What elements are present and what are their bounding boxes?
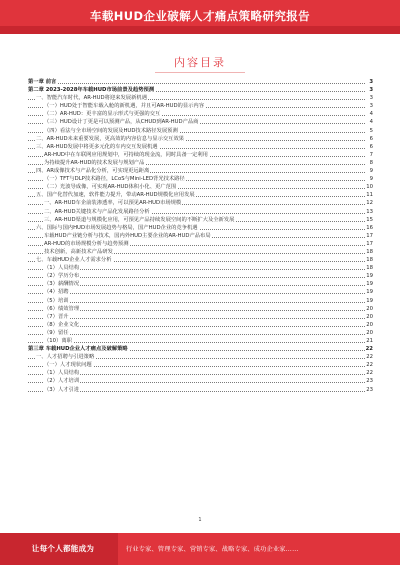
toc-entry-title: 二、AR-HUD关键技术与产品化发展路径分析 [44, 208, 150, 215]
toc-entry-title: 第三章 车载HUD企业人才痛点及破解策略 [28, 346, 128, 353]
toc-entry-title: （4）招聘 [44, 289, 69, 296]
toc-entry-page: 19 [366, 289, 373, 296]
toc-entry-page: 20 [366, 313, 373, 320]
page-number: 1 [198, 517, 202, 523]
toc-entry-page: 23 [366, 378, 373, 385]
toc-entry-page: 5 [369, 127, 373, 134]
toc-entry-page: 7 [369, 151, 373, 158]
toc-entry-page: 10 [366, 184, 373, 191]
toc-entry-page: 21 [366, 338, 373, 344]
toc-entry-page: 22 [366, 354, 373, 361]
toc-entry-page: 8 [369, 159, 373, 166]
toc-entry-title: 七、车载HUD企业人才需求分析 [36, 257, 112, 264]
toc-entry-page: 4 [369, 119, 373, 126]
toc-leader-dots [28, 293, 365, 294]
toc-entry-page: 16 [366, 224, 373, 231]
report-title: 车载HUD企业破解人才痛点策略研究报告 [89, 9, 311, 23]
toc-entry[interactable] [28, 118, 373, 126]
toc-entry-title: （1）人员结构 [44, 370, 80, 377]
toc-entry[interactable] [28, 216, 373, 224]
toc-entry[interactable] [28, 264, 373, 272]
toc-entry[interactable] [28, 386, 373, 394]
toc-entry-page: 15 [366, 216, 373, 223]
toc-heading-divider [155, 72, 245, 73]
toc-entry-page: 6 [369, 135, 373, 142]
toc-entry-page: 18 [366, 265, 373, 272]
toc-entry-page: 19 [366, 281, 373, 288]
toc-entry-page: 17 [366, 232, 373, 239]
toc-entry[interactable] [28, 369, 373, 377]
toc-entry-title: （8）企业文化 [44, 321, 80, 328]
toc-entry[interactable] [28, 272, 373, 280]
toc-entry-title: （三）HUD设计丁更是可以预测产品，从CHUD到AR-HUD产品商 [44, 119, 199, 126]
toc-entry[interactable] [28, 305, 373, 313]
toc-entry-page: 19 [366, 297, 373, 304]
toc-entry-title: 一、AR-HUD车企前装渗透率，可以预见AR-HUD市场规模 [44, 200, 182, 207]
toc-entry-title: （一）人才现状问题 [44, 362, 92, 369]
toc-entry-title: （1）人员结构 [44, 265, 80, 272]
toc-entry-title: 第二章 2023-2028年车载HUD市场前景及趋势预测 [28, 87, 155, 94]
toc-leader-dots [28, 334, 365, 335]
toc-entry[interactable] [28, 240, 373, 248]
toc-entry[interactable] [28, 329, 373, 337]
toc-leader-dots [28, 302, 365, 303]
toc-entry-title: （二）光波导成像，可实现AR-HUD体积小化、更广范围 [44, 184, 177, 191]
toc-entry-page: 18 [366, 248, 373, 255]
toc-heading: 内容目录 [174, 56, 226, 69]
toc-entry[interactable] [28, 191, 373, 199]
toc-entry-title: 车载HUD产业链分析与技术，国内外HUD主要企业的AR-HUD产品布局 [44, 232, 211, 239]
toc-entry-title: （3）人才引进 [44, 386, 80, 393]
header-shade [0, 26, 400, 34]
toc-entry-title: （2）人才培训 [44, 378, 80, 385]
toc-entry-title: （2）学历分布 [44, 273, 80, 280]
toc-entry-page: 22 [365, 346, 373, 353]
toc-entry[interactable] [28, 232, 373, 240]
toc-entry[interactable] [28, 135, 373, 143]
toc-entry[interactable] [28, 78, 373, 86]
toc-entry-title: 三、AR-HUD发展中将更多元化的车内交互发展机遇 [36, 143, 158, 150]
toc-entry-title: 一、智能汽车时代，AR-HUD将迎来发展新机遇 [36, 95, 147, 102]
toc-entry-page: 17 [366, 240, 373, 247]
toc-entry-page: 20 [366, 305, 373, 312]
toc-entry-title: 六、国际与国内HUD市场发展趋势与格局，国产HUD企业的竞争机遇 [36, 224, 198, 231]
toc-entry-page: 3 [369, 87, 373, 94]
toc-entry-title: 五、国产化替代加速，软件能力提升，带动AR-HUD规模化应用发展 [36, 192, 195, 199]
toc-entry-page: 3 [369, 79, 373, 85]
toc-entry-page: 18 [366, 257, 373, 264]
toc-entry-page: 20 [366, 329, 373, 336]
toc-entry-title: （四）看法与全市场空间的发展及HUD技术路径发展预测 [44, 127, 178, 134]
toc-entry-title: （一）HUD处于智能车载入舱的新机遇，并且可AR-HUD的显示内容 [44, 103, 205, 110]
toc-entry[interactable] [28, 321, 373, 329]
toc-entry[interactable] [28, 208, 373, 216]
toc-entry-title: （二）AR-HUD：更丰富的显示形式与更强的交互 [44, 111, 161, 118]
toc-entry[interactable] [28, 361, 373, 369]
toc-entry-title: （5）培训 [44, 297, 69, 304]
toc-entry-title: 第一章 前言 [28, 79, 57, 85]
toc-entry[interactable] [28, 337, 373, 345]
toc-entry-title: （3）薪酬情况 [44, 281, 80, 288]
toc-entry[interactable] [28, 94, 373, 102]
toc-entry[interactable] [28, 248, 373, 256]
toc-entry-page: 3 [369, 95, 373, 102]
toc-entry-page: 12 [366, 200, 373, 207]
toc-entry[interactable] [28, 280, 373, 288]
footer-tagline: 行业专家、管理专家、营销专家、战略专家、成功企业家…… [126, 546, 299, 553]
toc-entry[interactable] [28, 353, 373, 361]
toc-entry[interactable] [28, 199, 373, 207]
toc-entry[interactable] [28, 151, 373, 159]
toc-leader-dots [28, 318, 365, 319]
toc-entry-page: 6 [369, 143, 373, 150]
toc-entry[interactable] [28, 167, 373, 175]
toc-leader-dots [28, 83, 365, 84]
toc-entry-page: 22 [366, 370, 373, 377]
toc-entry-title: （9）留任 [44, 329, 69, 336]
toc-entry[interactable] [28, 256, 373, 264]
toc-entry[interactable] [28, 127, 373, 135]
toc-entry-title: AR-HUD的市场规模分析与趋势预测 [44, 240, 129, 247]
toc-entry[interactable] [28, 345, 373, 353]
toc-entry-page: 4 [369, 111, 373, 118]
toc-entry[interactable] [28, 183, 373, 191]
toc-entry-page: 9 [369, 176, 373, 183]
toc-leader-dots [28, 342, 365, 343]
toc-entry-title: 三、AR-HUD渠道与规模化应用，可预见产品持续发展空间的不断扩大及全新发展 [44, 216, 235, 223]
toc-entry-title: （一）TFT与DLP技术路径，LCoS与Mini-LED背光技术路径 [44, 176, 185, 183]
toc-entry[interactable] [28, 224, 373, 232]
toc-entry-title: （7）晋升 [44, 313, 69, 320]
toc-entry-title: 为持续提升AR-HUD的技术发展与规划产品 [44, 159, 145, 166]
footer-banner [0, 533, 400, 565]
toc-entry-title: AR-HUD中在车联网应用规划中，可持续的现金流，同时具备一定利用 [44, 151, 208, 158]
toc-entry[interactable] [28, 297, 373, 305]
toc-entry[interactable] [28, 313, 373, 321]
toc-entry-page: 19 [366, 273, 373, 280]
toc-entry-page: 11 [366, 192, 373, 199]
toc-entry[interactable] [28, 377, 373, 385]
toc-entry-page: 9 [369, 168, 373, 175]
table-of-contents [28, 78, 373, 394]
toc-entry-title: 技术创新，高新技术产品研发 [44, 248, 113, 255]
footer-slogan: 让每个人都能成为 [31, 544, 95, 553]
toc-entry-title: （6）绩效管理 [44, 305, 80, 312]
toc-entry-page: 23 [366, 386, 373, 393]
toc-entry-title: 四、AR成像技术与产品化分析，可实现更远距离 [36, 168, 150, 175]
toc-entry[interactable] [28, 86, 373, 94]
toc-entry[interactable] [28, 102, 373, 110]
toc-entry[interactable] [28, 143, 373, 151]
toc-entry[interactable] [28, 288, 373, 296]
toc-entry-page: 20 [366, 321, 373, 328]
toc-entry-page: 13 [366, 208, 373, 215]
toc-entry[interactable] [28, 110, 373, 118]
toc-entry[interactable] [28, 159, 373, 167]
toc-entry-page: 22 [366, 362, 373, 369]
toc-entry[interactable] [28, 175, 373, 183]
toc-entry-title: （10）离职 [44, 338, 72, 344]
toc-entry-title: 一、人才招聘与引进策略 [36, 354, 95, 361]
toc-entry-title: 二、AR-HUD未来重要发展，更高效的内容信息与显示交互效果 [36, 135, 185, 142]
toc-entry-page: 3 [369, 103, 373, 110]
